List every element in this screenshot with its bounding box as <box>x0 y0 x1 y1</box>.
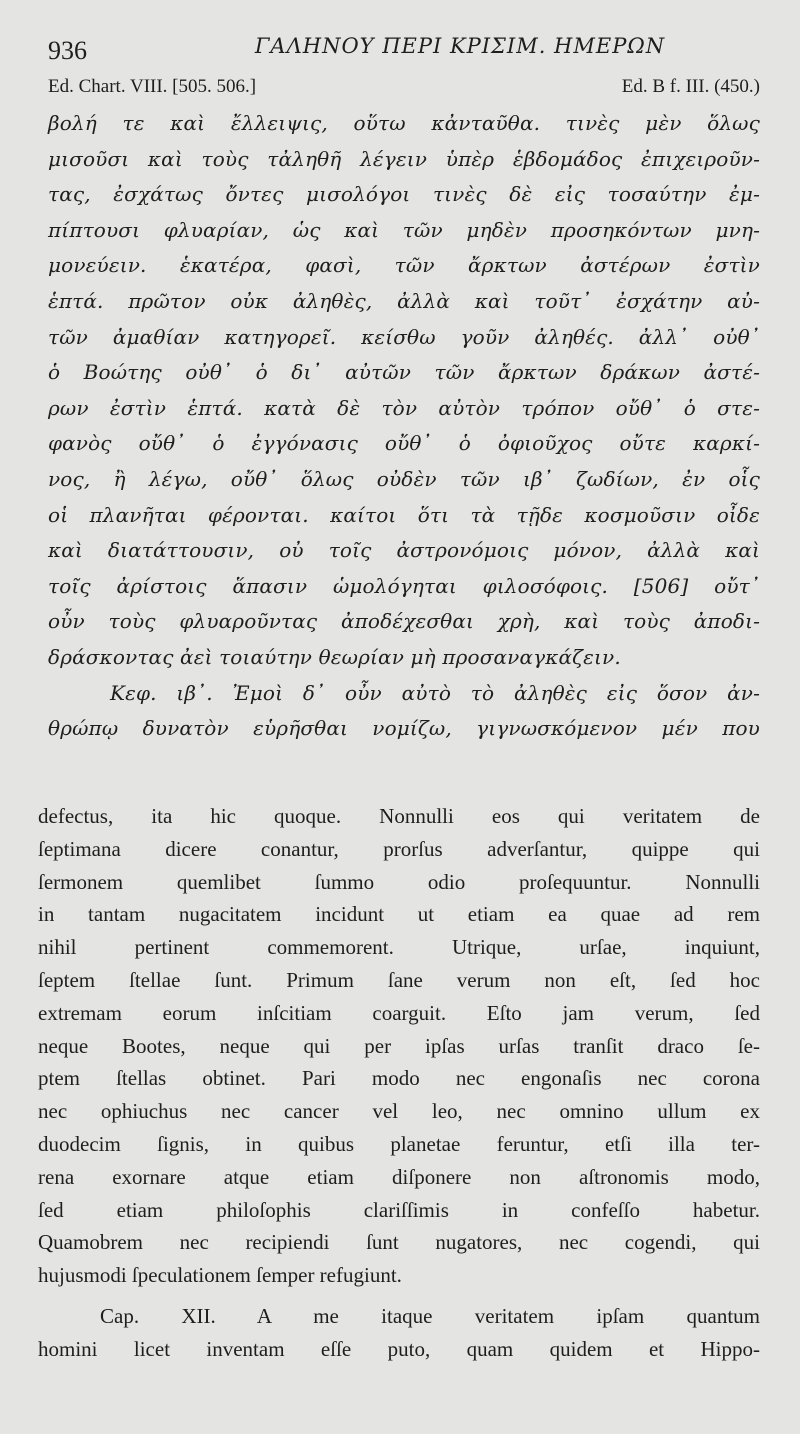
latin-text-line: duodecim ſignis, in quibus planetae feruntur, etſi illa ter- <box>38 1131 760 1156</box>
greek-text-line: νος, ἢ λέγω, οὔθ᾽ ὅλως οὐδὲν τῶν ιβ᾽ ζωδίων, ἐν οἷς <box>48 466 760 491</box>
paragraph-gap <box>38 1292 760 1300</box>
greek-text-line: τῶν ἀμαθίαν κατηγορεῖ. κείσθω γοῦν ἀληθές. ἀλλ᾽ οὐθ᾽ <box>48 324 760 349</box>
greek-text-line: τας, ἐσχάτως ὄντες μισολόγοι τινὲς δὲ εἰς τοσαύτην ἐμ- <box>48 182 760 207</box>
latin-text-line: hujusmodi ſpeculationem ſemper refugiunt. <box>38 1263 402 1288</box>
latin-chapter-heading-line: Cap. XII. A me itaque veritatem ipſam quantum <box>100 1303 760 1328</box>
greek-text-line: ἑπτά. πρῶτον οὐκ ἀληθὲς, ἀλλὰ καὶ τοῦτ᾽ ἐσχάτην αὐ- <box>48 288 760 313</box>
edition-reference-left: Ed. Chart. VIII. [505. 506.] <box>48 76 257 97</box>
latin-text-line: ſed etiam philoſophis clariſſimis in confeſſo habetur. <box>38 1197 760 1222</box>
greek-text-block <box>48 106 760 747</box>
latin-text-line: nec ophiuchus nec cancer vel leo, nec omnino ullum ex <box>38 1099 760 1124</box>
latin-text-line: extremam eorum inſcitiam coarguit. Eſto jam verum, ſed <box>38 1000 760 1025</box>
greek-chapter-heading-line: Κεφ. ιβ᾽. Ἐμοὶ δ᾽ οὖν αὐτὸ τὸ ἀληθὲς εἰς ὅσον ἀν- <box>110 680 760 705</box>
edition-reference <box>48 76 760 104</box>
page-header <box>40 28 760 68</box>
latin-text-line: Quamobrem nec recipiendi ſunt nugatores, nec cogendi, qui <box>38 1230 760 1255</box>
greek-text-line: δράσκοντας ἀεὶ τοιαύτην θεωρίαν μὴ προσαναγκάζειν. <box>48 644 621 669</box>
latin-text-line: nihil pertinent commemorent. Utrique, urſae, inquiunt, <box>38 935 760 960</box>
greek-text-line: βολή τε καὶ ἔλλειψις, οὕτω κἀνταῦθα. τινὲς μὲν ὅλως <box>48 111 760 135</box>
greek-text-line: μονεύειν. ἑκατέρα, φασὶ, τῶν ἄρκτων ἀστέρων ἐστὶν <box>48 253 760 278</box>
running-title: ΓΑΛΗΝΟΥ ΠΕΡΙ ΚΡΙΣΙΜ. ΗΜΕΡΩΝ <box>254 34 666 58</box>
edition-reference-right: Ed. B f. III. (450.) <box>621 76 760 97</box>
latin-text-line: ſeptimana dicere conantur, prorſus adverſantur, quippe qui <box>38 836 760 861</box>
latin-text-line: defectus, ita hic quoque. Nonnulli eos qui veritatem de <box>38 804 760 828</box>
greek-text-line: καὶ διατάττουσιν, οὐ τοῖς ἀστρονόμοις μόνον, ἀλλὰ καὶ <box>48 538 760 563</box>
latin-text-line: in tantam nugacitatem incidunt ut etiam ea quae ad rem <box>38 902 760 927</box>
greek-text-line: θρώπῳ δυνατὸν εὑρῆσθαι νομίζω, γιγνωσκόμενον μέν που <box>48 716 760 741</box>
greek-text-line: οἱ πλανῆται φέρονται. καίτοι ὅτι τὰ τῇδε κοσμοῦσιν οἶδε <box>48 502 760 527</box>
latin-text-line: ſeptem ſtellae ſunt. Primum ſane verum non eſt, ſed hoc <box>38 967 760 992</box>
latin-text-line: rena exornare atque etiam diſponere non aſtronomis modo, <box>38 1164 760 1189</box>
greek-text-line: ρων ἐστὶν ἑπτά. κατὰ δὲ τὸν αὐτὸν τρόπον οὔθ᾽ ὁ στε- <box>48 395 760 420</box>
greek-text-line: φανὸς οὔθ᾽ ὁ ἐγγόνασις οὔθ᾽ ὁ ὀφιοῦχος οὔτε καρκί- <box>48 431 760 456</box>
latin-text-line: ſermonem quemlibet ſummo odio proſequuntur. Nonnulli <box>38 869 760 894</box>
greek-text-line: τοῖς ἀρίστοις ἅπασιν ὡμολόγηται φιλοσόφοις. [506] οὔτ᾽ <box>48 573 760 598</box>
page-number: 936 <box>48 36 87 65</box>
latin-text-line: ptem ſtellas obtinet. Pari modo nec engonaſis nec corona <box>38 1066 760 1091</box>
latin-text-line: homini licet inventam eſſe puto, quam quidem et Hippo- <box>38 1336 760 1361</box>
greek-text-line: ὁ Βοώτης οὐθ᾽ ὁ δι᾽ αὐτῶν τῶν ἄρκτων δράκων ἀστέ- <box>48 360 760 385</box>
greek-text-line: οὖν τοὺς φλυαροῦντας ἀποδέχεσθαι χρὴ, καὶ τοὺς ἀποδι- <box>48 609 760 634</box>
latin-text-line: neque Bootes, neque qui per ipſas urſas tranſit draco ſe- <box>38 1033 760 1058</box>
latin-text-block <box>38 800 760 1366</box>
greek-text-line: μισοῦσι καὶ τοὺς τἀληθῆ λέγειν ὑπὲρ ἑβδομάδος ἐπιχειροῦν- <box>48 146 760 171</box>
greek-text-line: πίπτουσι φλυαρίαν, ὡς καὶ τῶν μηδὲν προσηκόντων μνη- <box>48 217 760 242</box>
